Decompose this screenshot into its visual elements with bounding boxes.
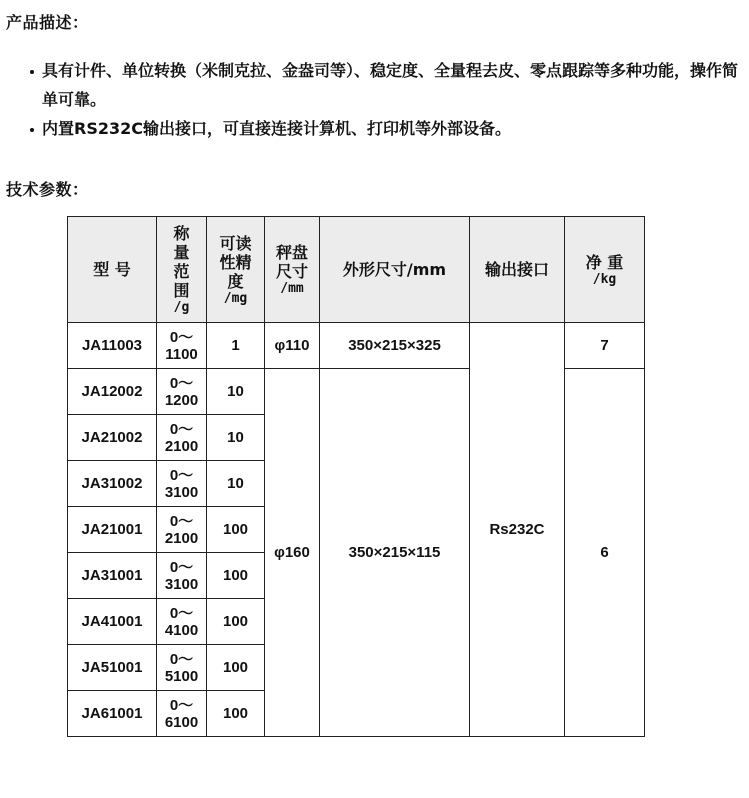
col-header-dimensions: 外形尺寸/mm	[320, 217, 470, 323]
col-header-model: 型 号	[68, 217, 157, 323]
range-cell: 0～ 1200	[157, 369, 207, 415]
col-header-range: 称 量 范 围 /g	[157, 217, 207, 323]
col-header-weight: 净 重 /kg	[565, 217, 645, 323]
range-cell: 0～ 3100	[157, 461, 207, 507]
readability-cell: 100	[207, 645, 265, 691]
model-cell: JA12002	[68, 369, 157, 415]
model-cell: JA31001	[68, 553, 157, 599]
readability-cell: 10	[207, 369, 265, 415]
range-cell: 0～ 2100	[157, 415, 207, 461]
spec-table	[67, 216, 645, 737]
range-cell: 0～ 3100	[157, 553, 207, 599]
dimensions-cell: 350×215×115	[320, 369, 470, 737]
pan-size-cell: φ160	[265, 369, 320, 737]
range-cell: 0～ 2100	[157, 507, 207, 553]
dimensions-cell: 350×215×325	[320, 323, 470, 369]
tech-specs-heading: 技术参数：	[6, 180, 89, 199]
col-header-readability: 可读 性精 度 /mg	[207, 217, 265, 323]
readability-cell: 100	[207, 553, 265, 599]
range-cell: 0～ 6100	[157, 691, 207, 737]
model-cell: JA11003	[68, 323, 157, 369]
col-header-interface: 输出接口	[470, 217, 565, 323]
pan-size-cell: φ110	[265, 323, 320, 369]
table-header-row	[68, 217, 645, 323]
readability-cell: 100	[207, 599, 265, 645]
readability-cell: 10	[207, 415, 265, 461]
readability-cell: 100	[207, 691, 265, 737]
model-cell: JA31002	[68, 461, 157, 507]
model-cell: JA41001	[68, 599, 157, 645]
model-cell: JA21002	[68, 415, 157, 461]
model-cell: JA51001	[68, 645, 157, 691]
model-cell: JA21001	[68, 507, 157, 553]
readability-cell: 10	[207, 461, 265, 507]
model-cell: JA61001	[68, 691, 157, 737]
col-header-pan-size: 秤盘 尺寸 /mm	[265, 217, 320, 323]
product-description-heading: 产品描述：	[6, 13, 89, 32]
interface-cell: Rs232C	[470, 323, 565, 737]
weight-cell: 6	[565, 369, 645, 737]
table-row	[68, 323, 645, 369]
range-cell: 0～ 4100	[157, 599, 207, 645]
readability-cell: 1	[207, 323, 265, 369]
feature-item: 内置RS232C输出接口，可直接连接计算机、打印机等外部设备。	[30, 114, 745, 143]
weight-cell: 7	[565, 323, 645, 369]
readability-cell: 100	[207, 507, 265, 553]
feature-list	[30, 56, 745, 143]
feature-item: 具有计件、单位转换（米制克拉、金盎司等）、稳定度、全量程去皮、零点跟踪等多种功能，操作简单可靠。	[30, 56, 745, 114]
range-cell: 0～ 1100	[157, 323, 207, 369]
range-cell: 0～ 5100	[157, 645, 207, 691]
